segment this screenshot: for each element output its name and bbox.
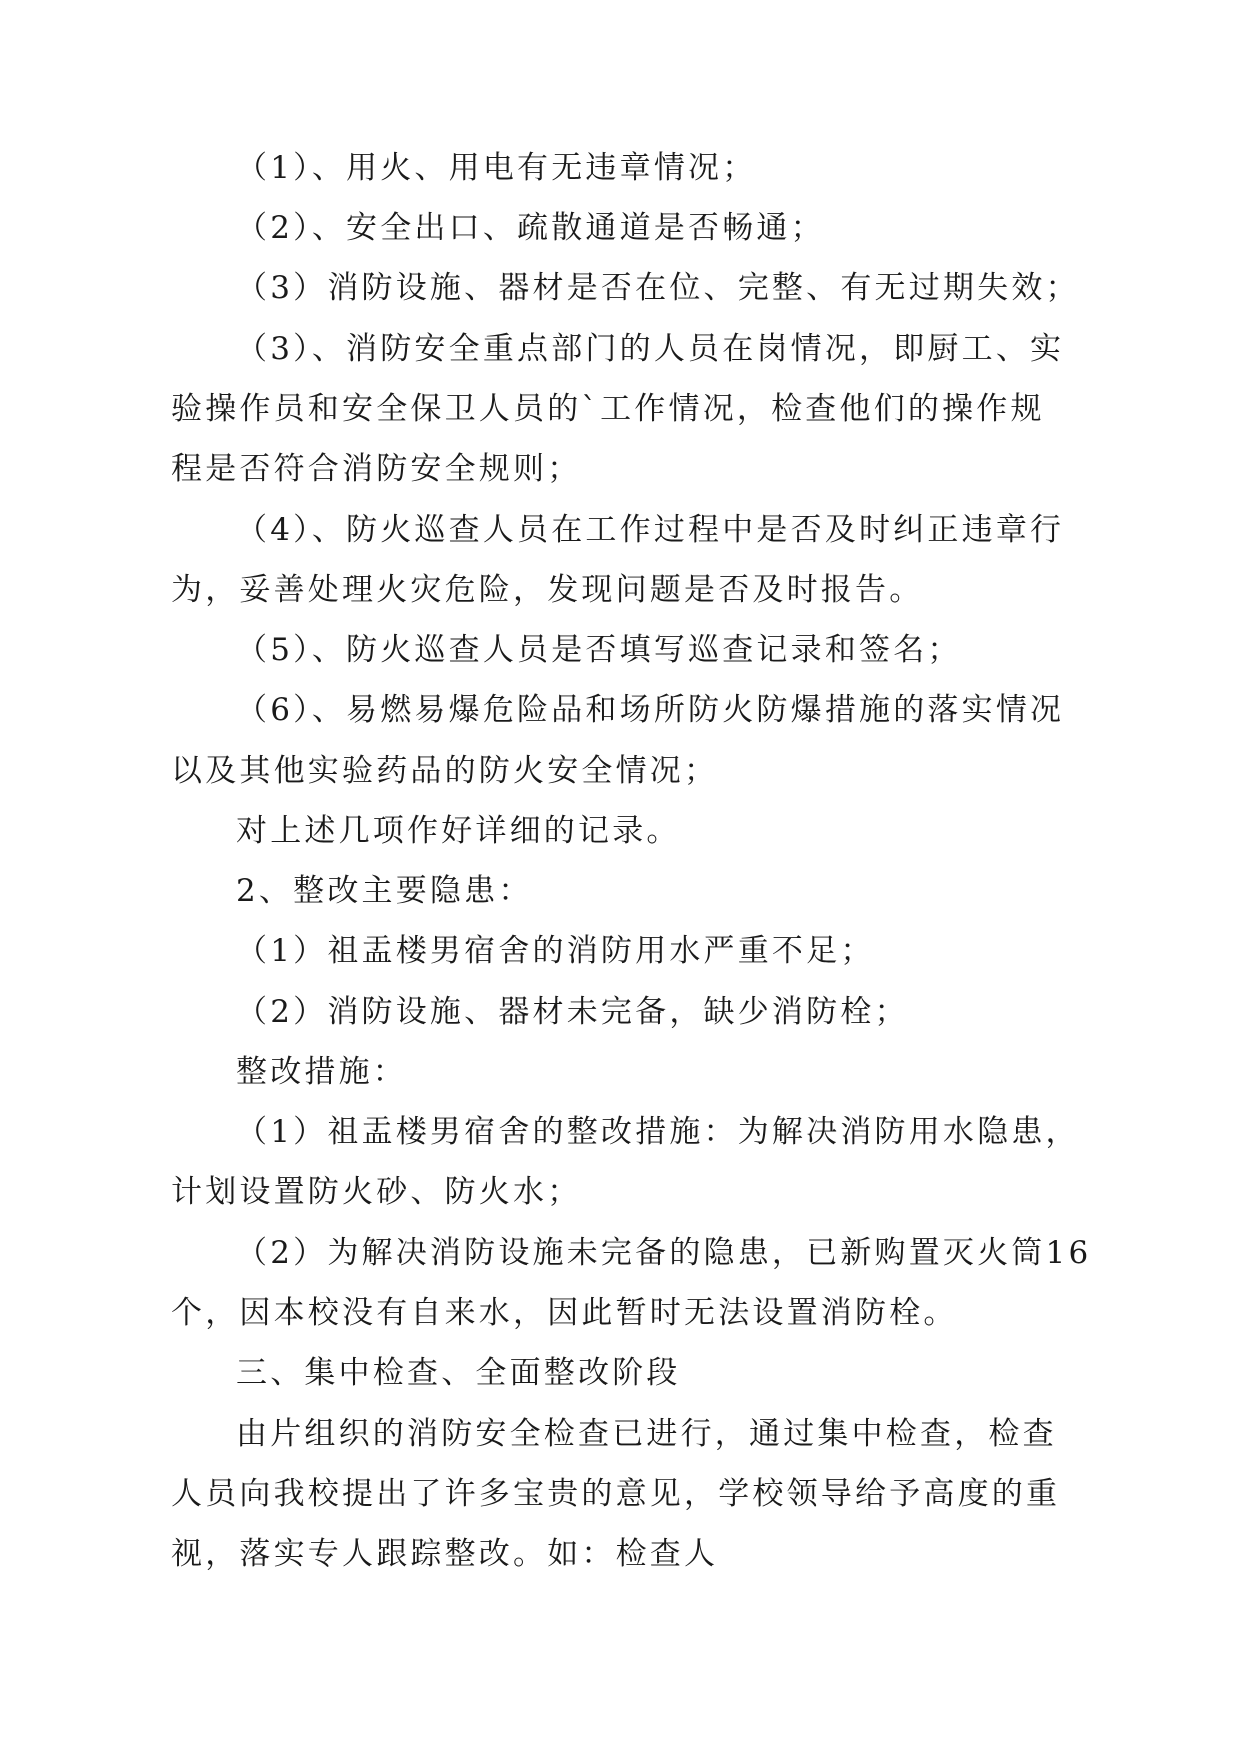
text-line: 个，因本校没有自来水，因此暂时无法设置消防栓。 <box>171 1295 958 1331</box>
text-line: 人员向我校提出了许多宝贵的意见，学校领导给予高度的重 <box>171 1476 1061 1512</box>
text-line: （2）为解决消防设施未完备的隐患，已新购置灭火筒16 <box>236 1235 1092 1271</box>
text-line: （2）消防设施、器材未完备，缺少消防栓； <box>236 994 909 1030</box>
text-line: 对上述几项作好详细的记录。 <box>236 813 681 849</box>
text-line: 程是否符合消防安全规则； <box>171 451 582 487</box>
section-heading: 整改措施： <box>236 1054 407 1090</box>
text-line: 以及其他实验药品的防火安全情况； <box>171 753 719 789</box>
text-line: （1）、用火、用电有无违章情况； <box>236 150 757 186</box>
text-line: （1）祖盂楼男宿舍的整改措施：为解决消防用水隐患， <box>236 1114 1080 1150</box>
section-heading: 三、集中检查、全面整改阶段 <box>236 1355 681 1391</box>
text-line: （4）、防火巡查人员在工作过程中是否及时纠正违章行 <box>236 512 1065 548</box>
text-line: 计划设置防火砂、防火水； <box>171 1174 582 1210</box>
text-line: （3）消防设施、器材是否在位、完整、有无过期失效； <box>236 270 1080 306</box>
text-line: 为，妥善处理火灾危险，发现问题是否及时报告。 <box>171 572 924 608</box>
text-line: （1）祖盂楼男宿舍的消防用水严重不足； <box>236 933 875 969</box>
text-line: 由片组织的消防安全检查已进行，通过集中检查，检查 <box>236 1416 1057 1452</box>
text-line: （5）、防火巡查人员是否填写巡查记录和签名； <box>236 632 962 668</box>
text-line: （6）、易燃易爆危险品和场所防火防爆措施的落实情况 <box>236 692 1065 728</box>
text-line: 视，落实专人跟踪整改。如：检查人 <box>171 1536 719 1572</box>
text-line: （2）、安全出口、疏散通道是否畅通； <box>236 210 825 246</box>
text-line: 验操作员和安全保卫人员的`工作情况，检查他们的操作规 <box>171 391 1045 427</box>
section-heading: 2、整改主要隐患： <box>236 873 533 909</box>
text-line: （3）、消防安全重点部门的人员在岗情况，即厨工、实 <box>236 331 1065 367</box>
